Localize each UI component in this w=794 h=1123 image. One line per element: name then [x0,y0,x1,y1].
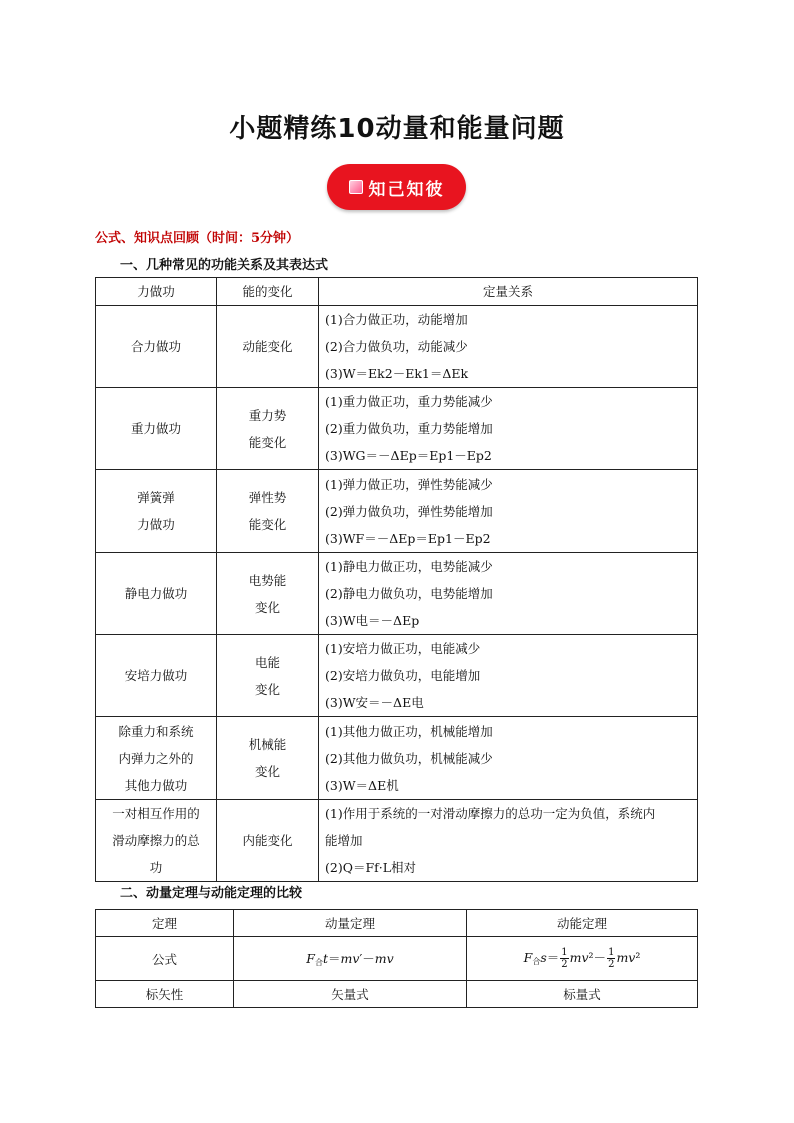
badge-square-icon [349,180,363,194]
table-row [96,470,698,553]
energy-cell-line: 内能变化 [242,833,293,848]
energy-cell [217,800,319,882]
energy-cell-line: 变化 [254,599,280,615]
force-cell-line: 静电力做功 [124,586,188,601]
relation-cell [319,470,698,553]
relation-cell [319,717,698,800]
relation-cell-line: (3)W＝Ek2－Ek1＝ΔEk [325,366,469,381]
relation-cell [319,388,698,470]
energy-cell-line: 能变化 [248,434,287,450]
momentum-vector: 矢量式 [234,981,467,1008]
relation-cell [319,553,698,635]
energy-cell-line: 变化 [254,681,280,697]
energy-cell-line: 电势能 [248,572,287,588]
table-row [96,717,698,800]
force-cell [96,800,217,882]
theorem-comparison-table [95,909,698,1008]
energy-cell-line: 电能 [254,654,280,670]
table-row [96,800,698,882]
table-row [96,553,698,635]
force-cell-line: 力做功 [137,517,175,532]
relation-cell-line: (3)W安＝－ΔE电 [325,695,424,710]
relation-cell-line: (2)合力做负功，动能减少 [325,339,468,354]
force-cell-line: 其他力做功 [124,777,188,793]
energy-cell-line: 动能变化 [242,339,293,354]
formula-label: 公式 [96,937,234,981]
force-cell-line: 重力做功 [130,421,181,436]
energy-vector: 标量式 [467,981,698,1008]
relation-cell [319,635,698,717]
energy-formula: $F_合s=$ $\frac{1}{2}$ mv²－ $\frac{1}{2}$ mv² [467,937,698,981]
force-cell-line: 弹簧弹 [137,490,175,505]
force-cell [96,306,217,388]
section1-heading: 一、几种常见的功能关系及其表达式 [120,258,329,273]
table-row [96,937,698,981]
relation-cell-line: (1)重力做正功，重力势能减少 [325,394,493,409]
energy-cell-line: 变化 [254,764,280,779]
relation-cell-line: (1)合力做正功，动能增加 [325,312,468,327]
relation-cell-line: (3)W电＝－ΔEp [325,613,420,628]
relation-cell-line: (3)WF＝－ΔEp＝Ep1－Ep2 [325,530,491,546]
relation-cell-line: (3)W＝ΔE机 [325,777,399,793]
table-header-row [96,910,698,937]
force-cell-line: 滑动摩擦力的总 [112,833,200,848]
table-row [96,388,698,470]
review-heading: 公式、知识点回顾（时间：5分钟） [95,231,300,246]
relation-cell-line: (1)安培力做正功，电能减少 [325,641,481,656]
relation-cell-line: (2)静电力做负功，电势能增加 [325,586,493,601]
relation-cell-line: (2)Q＝Ff·L相对 [325,860,417,875]
energy-cell [217,717,319,800]
relation-cell-line: (1)作用于系统的一对滑动摩擦力的总功一定为负值，系统内 [325,806,656,821]
force-cell [96,635,217,717]
relation-cell-line: (1)其他力做正功，机械能增加 [325,723,493,739]
work-energy-table [95,277,698,882]
table-row [96,306,698,388]
force-cell-line: 安培力做功 [124,668,188,683]
relation-cell [319,306,698,388]
relation-cell-line: (2)其他力做负功，机械能减少 [325,750,493,766]
energy-cell-line: 机械能 [248,737,287,752]
table-row [96,635,698,717]
header-theorem: 定理 [96,910,234,937]
relation-cell-line: (2)弹力做负功，弹性势能增加 [325,503,493,519]
know-yourself-badge [327,164,466,210]
energy-cell [217,470,319,553]
page-title: 小题精练10动量和能量问题 [229,114,565,144]
energy-cell [217,635,319,717]
force-cell [96,553,217,635]
relation-cell [319,800,698,882]
header-relation: 定量关系 [319,278,698,306]
relation-cell-line: (2)安培力做负功，电能增加 [325,668,481,683]
force-cell-line: 除重力和系统 [118,723,194,739]
force-cell-line: 合力做功 [130,339,181,354]
force-cell-line: 功 [149,860,163,875]
header-energy-theorem: 动能定理 [467,910,698,937]
energy-cell-line: 重力势 [248,407,287,423]
relation-cell-line: (2)重力做负功，重力势能增加 [325,421,493,436]
relation-cell-line: (3)WG＝－ΔEp＝Ep1－Ep2 [325,448,492,463]
table-header-row [96,278,698,306]
section2-heading: 二、动量定理与动能定理的比较 [120,886,303,901]
vector-label: 标矢性 [96,981,234,1008]
table-row [96,981,698,1008]
force-cell [96,388,217,470]
energy-cell-line: 弹性势 [248,490,287,505]
energy-cell [217,388,319,470]
energy-cell [217,306,319,388]
energy-cell-line: 能变化 [248,517,287,532]
energy-cell [217,553,319,635]
relation-cell-line: (1)静电力做正功，电势能减少 [325,559,493,574]
force-cell-line: 内弹力之外的 [118,750,194,766]
badge-label: 知己知彼 [368,179,445,200]
force-cell [96,470,217,553]
force-cell [96,717,217,800]
momentum-formula: $F_合t=mv'-mv$ [234,937,467,981]
relation-cell-line: 能增加 [325,833,363,848]
header-momentum-theorem: 动量定理 [234,910,467,937]
relation-cell-line: (1)弹力做正功，弹性势能减少 [325,476,493,492]
force-cell-line: 一对相互作用的 [112,806,200,821]
header-energy: 能的变化 [217,278,319,306]
header-force: 力做功 [96,278,217,306]
